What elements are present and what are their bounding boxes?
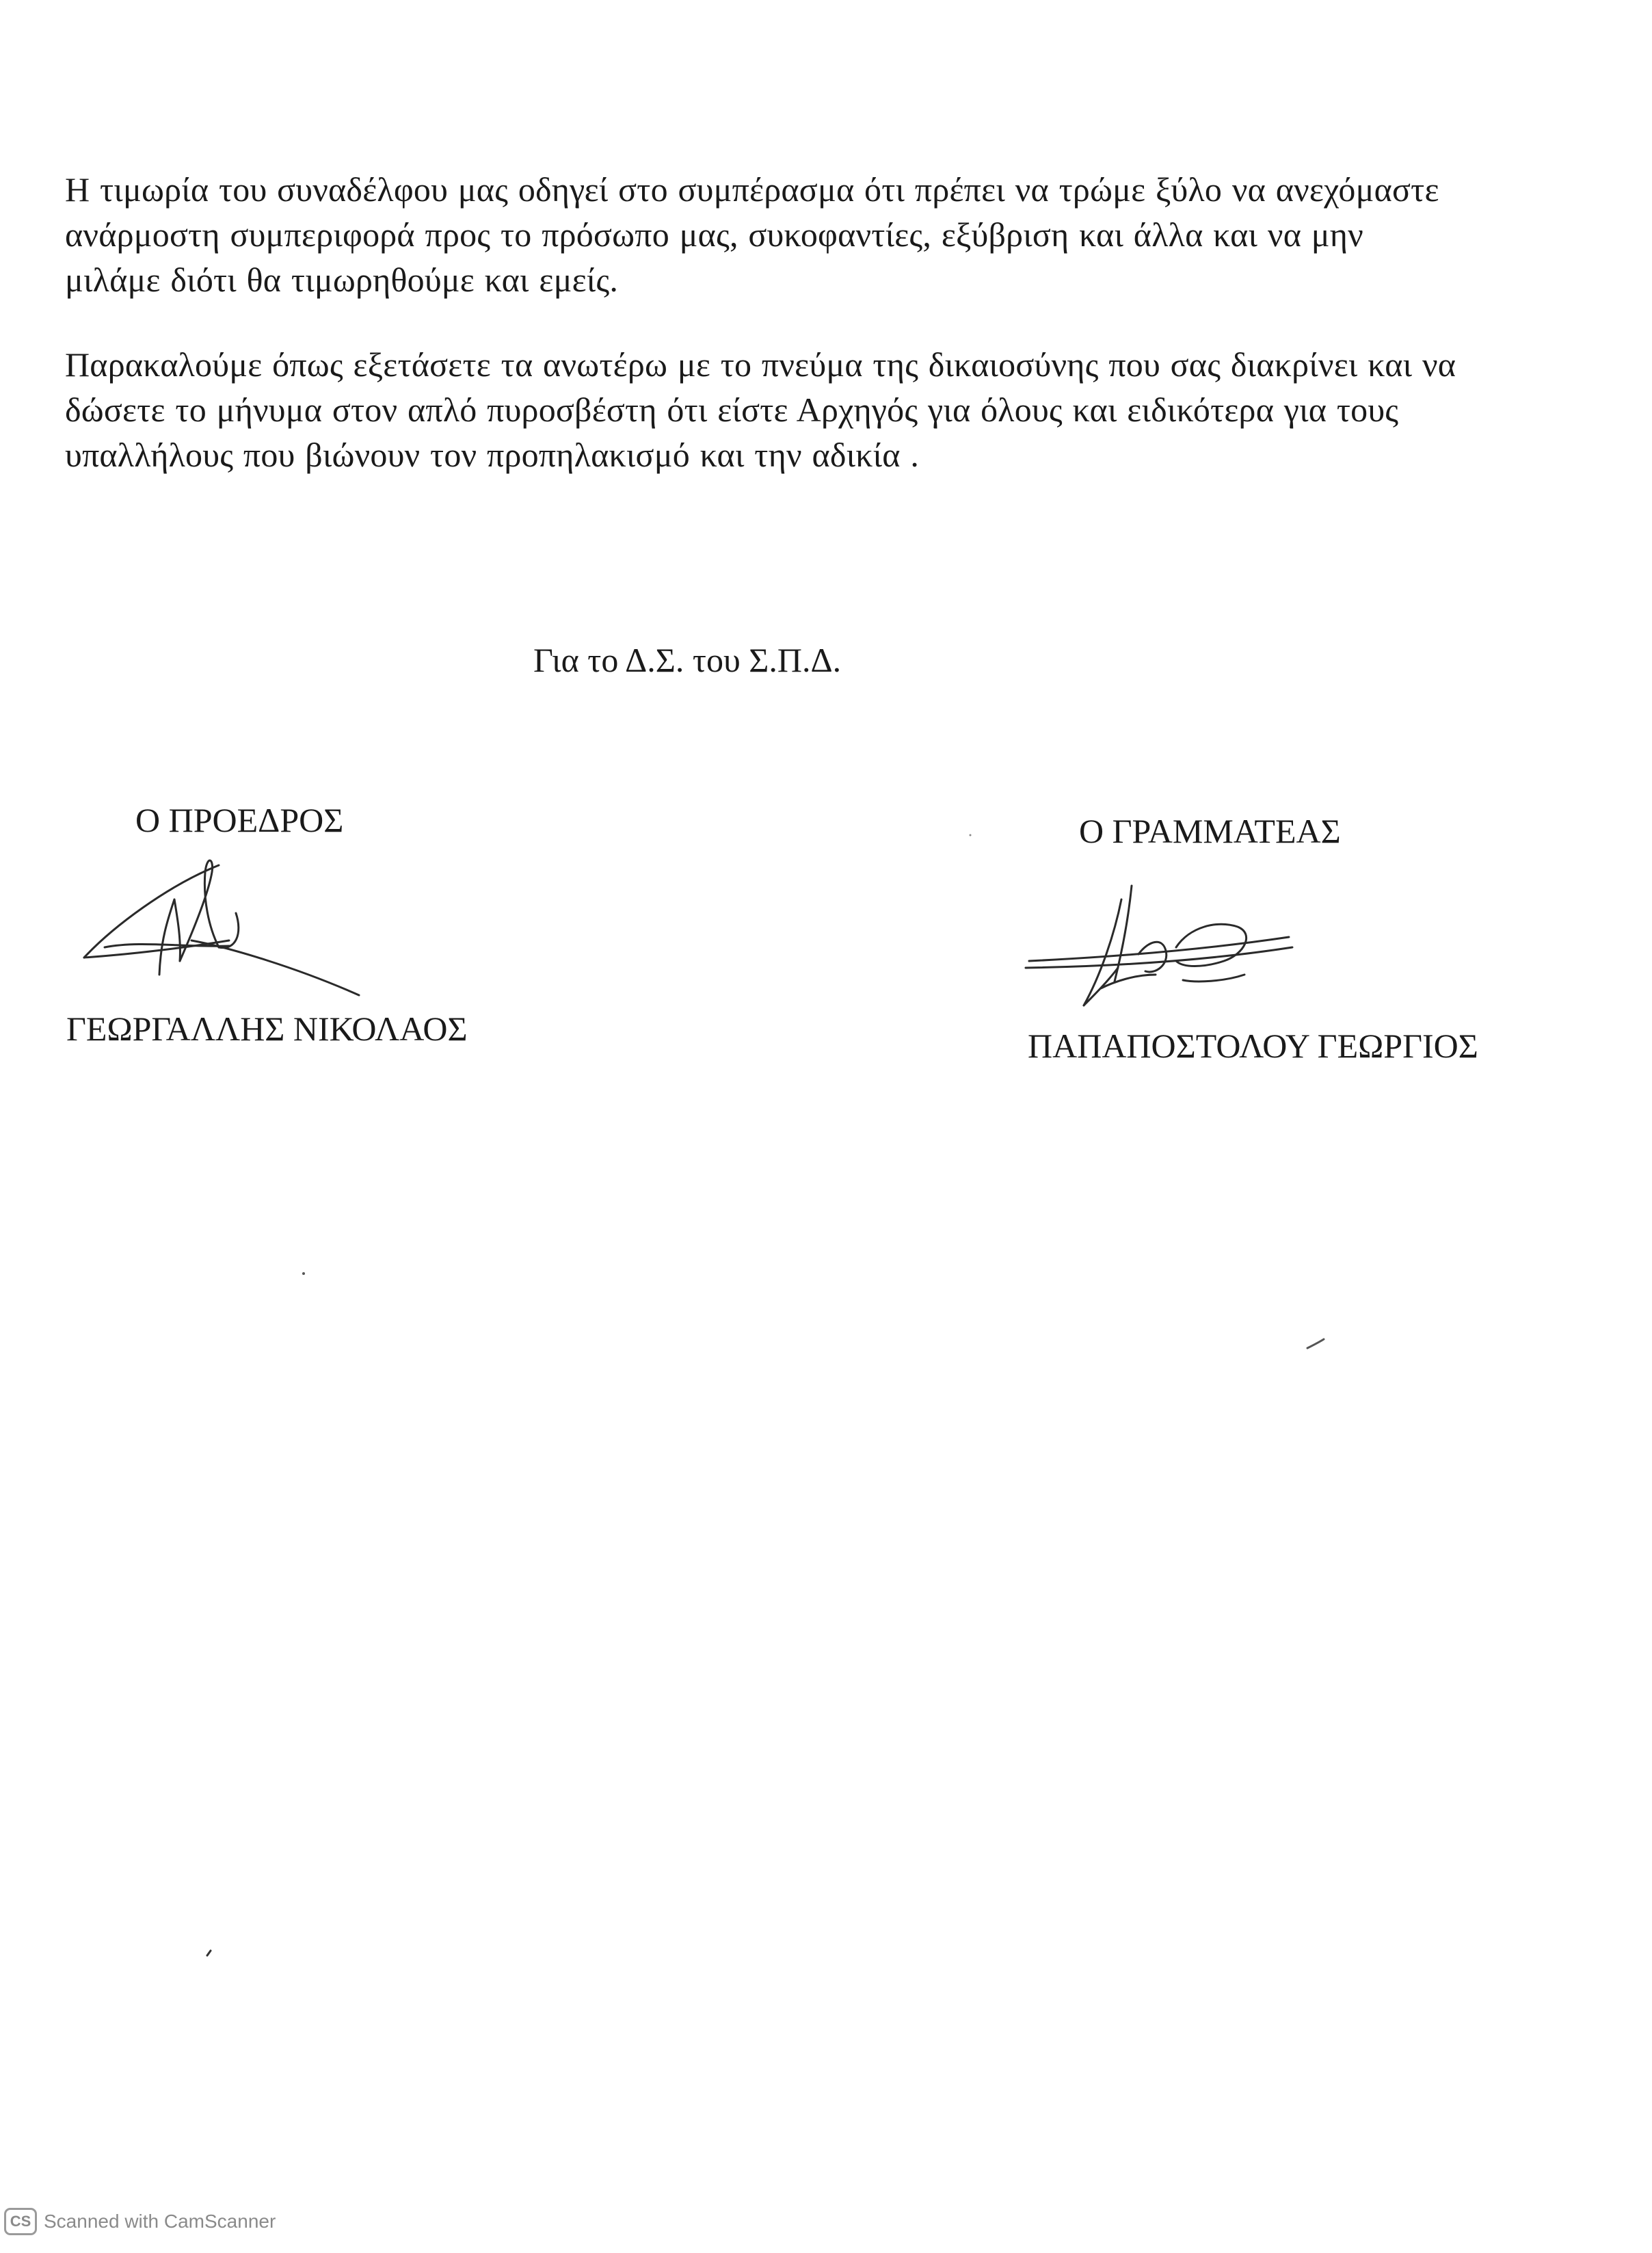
scan-speck [1306,1337,1327,1351]
scan-speck [301,1271,308,1276]
paragraph-line: Παρακαλούμε όπως εξετάσετε τα ανωτέρω με το πνεύμα της δικαιοσύνης που σας διακρίνει και να [65,345,1456,384]
secretary-role: Ο ΓΡΑΜΜΑΤΕΑΣ [1079,812,1341,850]
body-paragraph-2 [65,342,1556,477]
president-name: ΓΕΩΡΓΑΛΛΗΣ ΝΙΚΟΛΑΟΣ [66,1010,468,1048]
watermark-text: Scanned with CamScanner [44,2211,276,2232]
camscanner-logo: CS [4,2208,37,2235]
scanner-watermark [0,2201,276,2242]
paragraph-line: μιλάμε διότι θα τιμωρηθούμε και εμείς. [65,261,619,299]
president-signature [72,845,379,1009]
scan-speck [205,1948,215,1958]
paragraph-line: ανάρμοστη συμπεριφορά προς το πρόσωπο μας, συκοφαντίες, εξύβριση και άλλα και να μην [65,215,1363,254]
scan-speck [968,833,974,837]
on-behalf-line: Για το Δ.Σ. του Σ.Π.Δ. [533,641,842,679]
paragraph-line: δώσετε το μήνυμα στον απλό πυροσβέστη ότι είστε Αρχηγός για όλους και ειδικότερα για τους [65,391,1399,429]
paragraph-line: υπαλλήλους που βιώνουν τον προπηλακισμό και την αδικία . [65,436,920,474]
paragraph-line: Η τιμωρία του συναδέλφου μας οδηγεί στο συμπέρασμα ότι πρέπει να τρώμε ξύλο να ανεχόμαστε [65,170,1439,209]
secretary-name: ΠΑΠΑΠΟΣΤΟΛΟΥ ΓΕΩΡΓΙΟΣ [1028,1027,1478,1065]
secretary-signature [1019,872,1299,1023]
body-paragraph-1 [65,167,1556,302]
president-role: Ο ΠΡΟΕΔΡΟΣ [135,801,344,839]
